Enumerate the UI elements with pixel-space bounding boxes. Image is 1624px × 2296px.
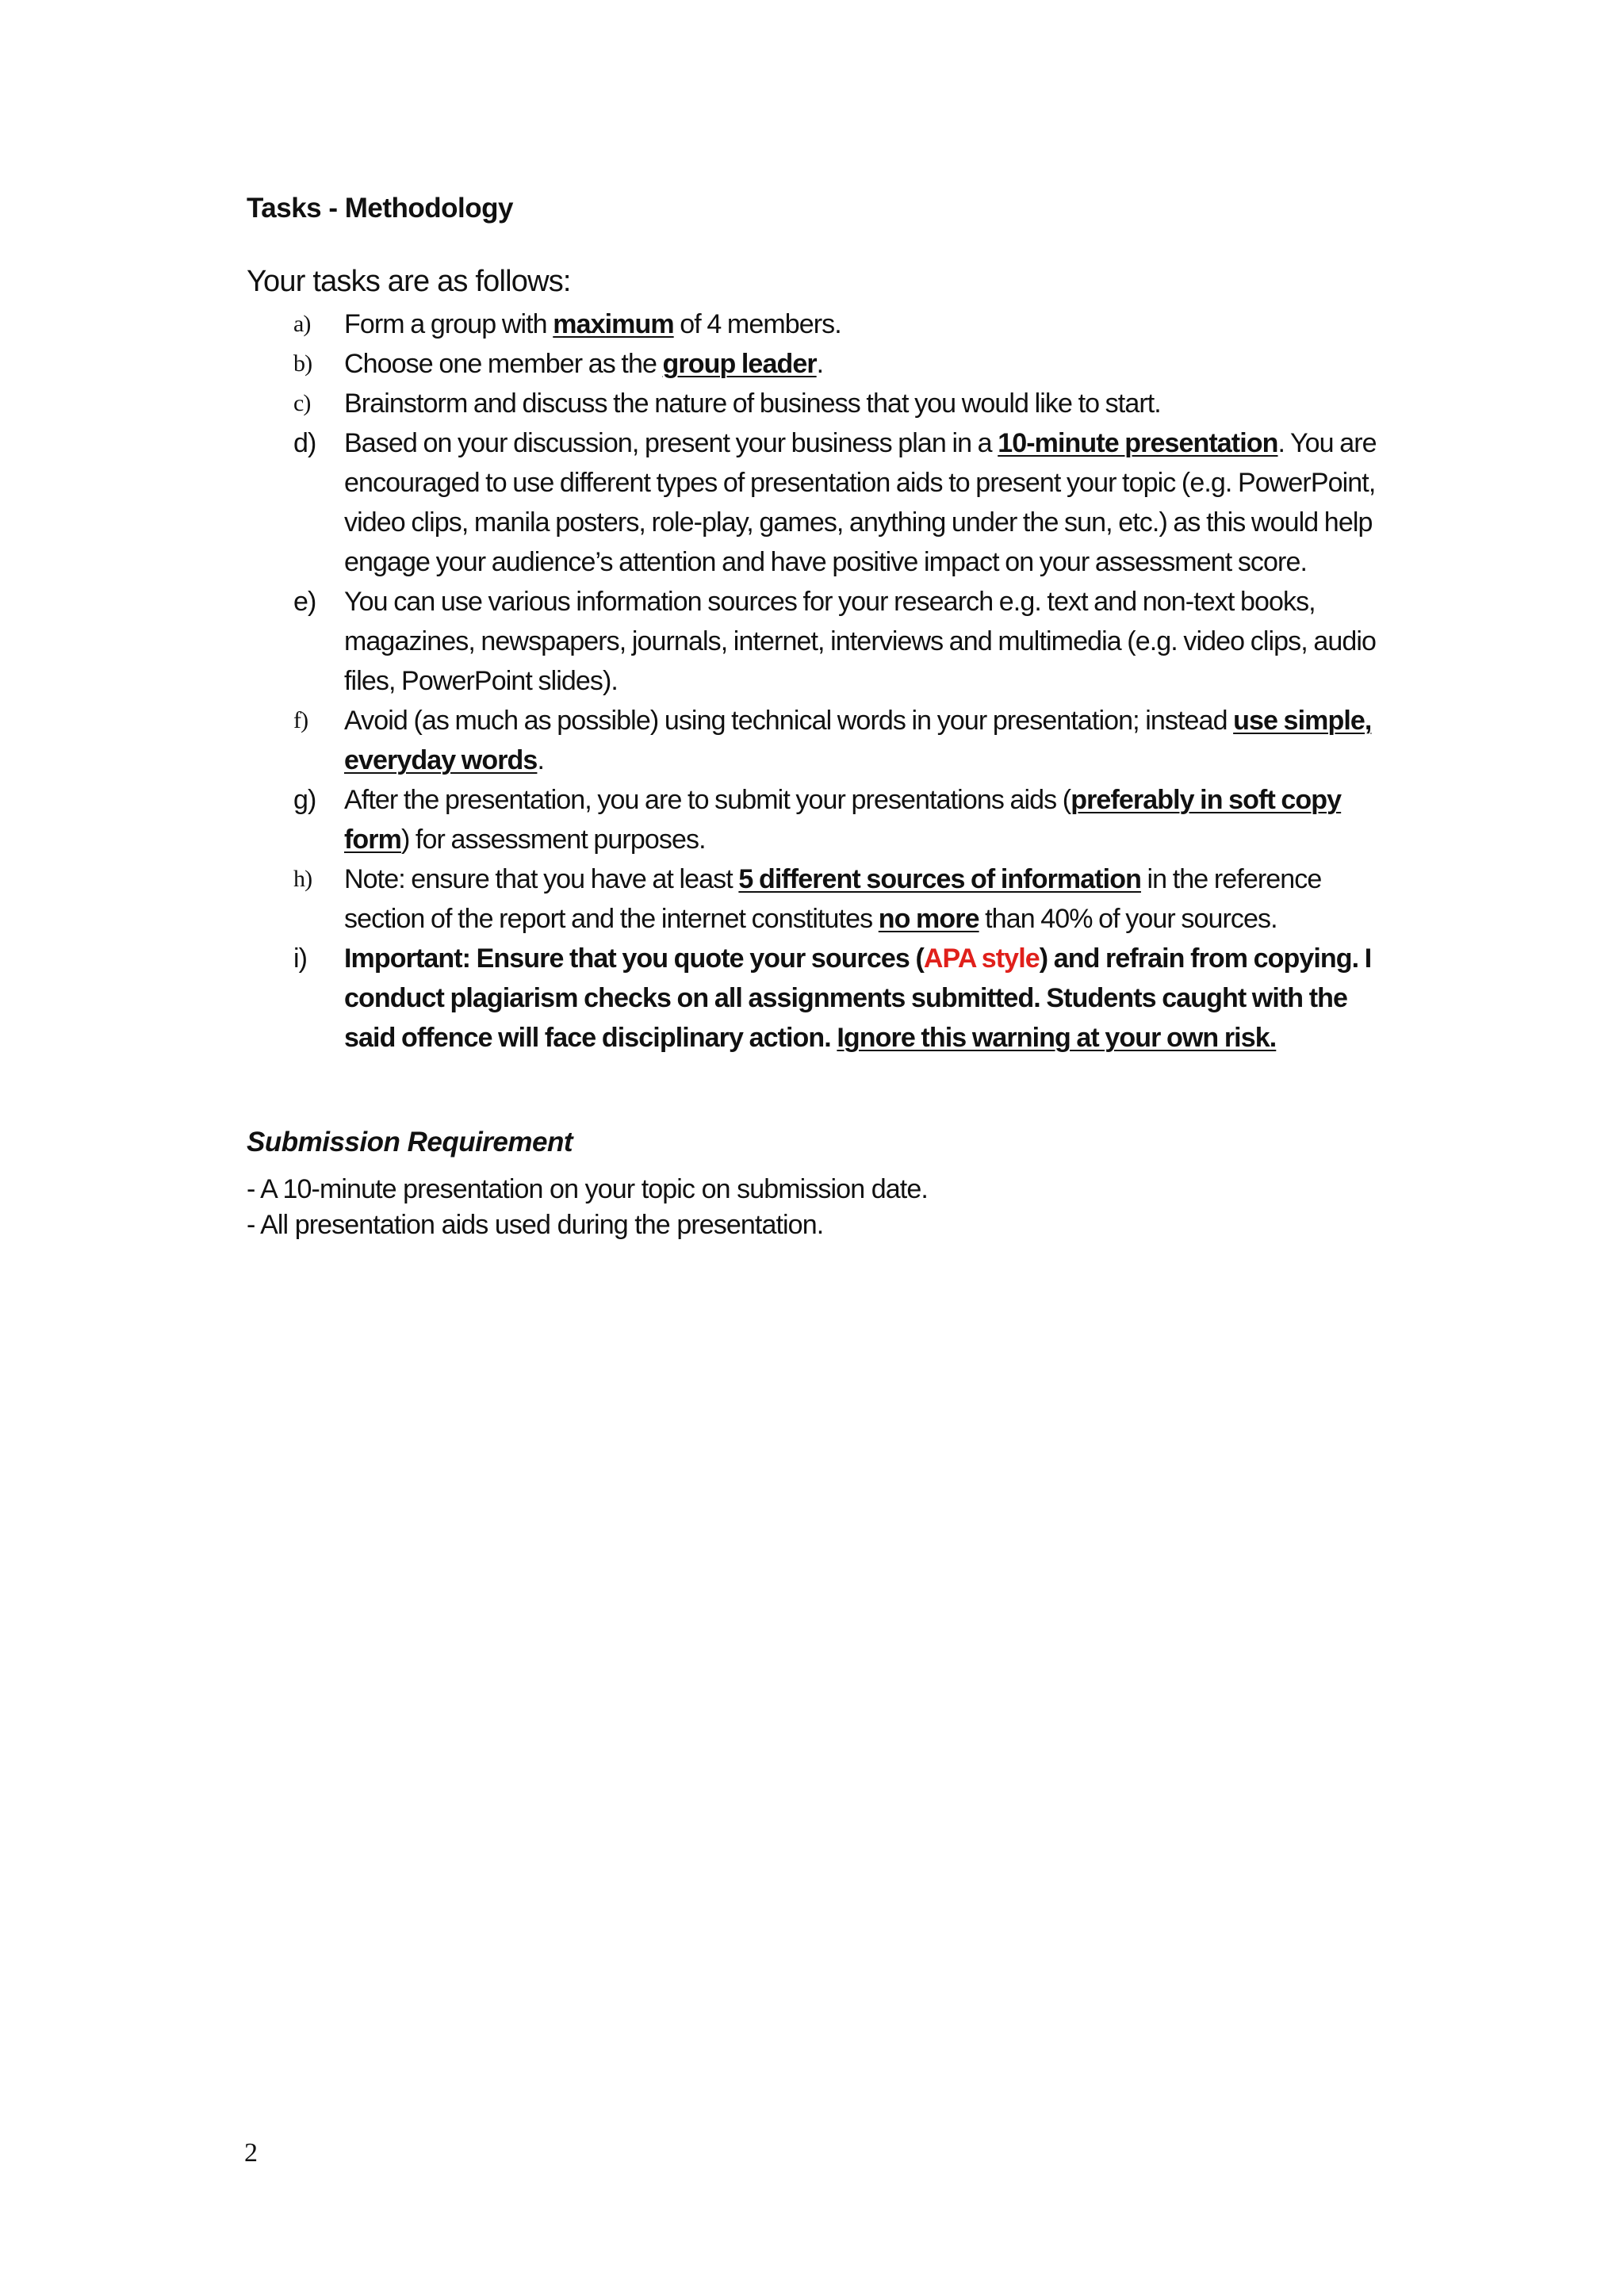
task-item-i: [293, 939, 1404, 1058]
task-text: of 4 members.: [673, 309, 841, 339]
task-marker: g): [293, 785, 316, 815]
submission-line: - A 10-minute presentation on your topic on submission date.: [247, 1174, 928, 1204]
submission-requirement-heading: Submission Requirement: [247, 1127, 573, 1158]
submission-line: - All presentation aids used during the presentation.: [247, 1210, 824, 1240]
task-text: Note: ensure that you have at least: [344, 864, 739, 894]
emphasis-no-more: no more: [878, 904, 979, 934]
emphasis-use-simple-words: use simple, everyday words: [344, 706, 1372, 775]
task-item-b: [293, 344, 1404, 384]
task-item-g: [293, 780, 1404, 859]
task-text: Avoid (as much as possible) using technical words in your presentation; instead: [344, 706, 1234, 736]
apa-style-highlight: APA style: [923, 943, 1040, 974]
task-text: Choose one member as the: [344, 349, 663, 379]
emphasis-10-minute-presentation: 10-minute presentation: [998, 428, 1278, 458]
task-text: ) for assessment purposes.: [400, 825, 706, 855]
task-text: than 40% of your sources.: [979, 904, 1277, 934]
warning-underlined: Ignore this warning at your own risk.: [837, 1023, 1277, 1053]
task-text: in the reference section of the report and the internet constitutes: [344, 864, 1322, 934]
task-text: .: [537, 745, 544, 775]
emphasis-group-leader: group leader: [662, 349, 817, 379]
task-marker: d): [293, 428, 316, 458]
task-text: . You are encouraged to use different types of presentation aids to present your topic (e.g. PowerPoint, video clips, manila posters, role-play, games, anything under the sun, etc.) as this would help engage your audience’s attention and have positive impact on your assessment score.: [344, 428, 1377, 577]
task-text: You can use various information sources for your research e.g. text and non-text books, magazines, newspapers, journals, internet, interviews and multimedia (e.g. video clips, audio files, PowerPoint slides).: [344, 587, 1377, 696]
task-marker: i): [293, 943, 308, 974]
task-list: [293, 304, 1404, 1058]
task-text: Based on your discussion, present your business plan in a: [344, 428, 998, 458]
section-heading-tasks-methodology: Tasks - Methodology: [247, 193, 513, 224]
task-text: After the presentation, you are to submit your presentations aids (: [344, 785, 1071, 815]
emphasis-soft-copy: preferably in soft copy form: [344, 785, 1342, 855]
task-marker: h): [293, 866, 312, 892]
emphasis-maximum: maximum: [553, 309, 674, 339]
task-text: .: [816, 349, 824, 379]
task-text: Important: Ensure that you quote your sources (: [344, 943, 924, 974]
task-item-e: [293, 582, 1404, 701]
task-item-c: [293, 384, 1404, 423]
task-item-a: [293, 304, 1404, 344]
task-text: ) and refrain from copying. I conduct plagiarism checks on all assignments submitted. Students caught with the said offence will face disciplinary action.: [344, 943, 1372, 1053]
task-item-h: [293, 859, 1404, 939]
task-item-f: [293, 701, 1404, 780]
task-marker: b): [293, 350, 312, 377]
task-marker: c): [293, 390, 311, 416]
task-marker: e): [293, 587, 316, 617]
submission-requirement-list: [247, 1172, 928, 1243]
task-item-d: [293, 423, 1404, 582]
task-text: Form a group with: [344, 309, 553, 339]
emphasis-5-sources: 5 different sources of information: [738, 864, 1141, 894]
task-text: Brainstorm and discuss the nature of business that you would like to start.: [344, 388, 1161, 419]
task-marker: a): [293, 311, 311, 337]
page-number: 2: [244, 2138, 258, 2168]
task-marker: f): [293, 707, 308, 733]
intro-text: Your tasks are as follows:: [247, 265, 571, 298]
